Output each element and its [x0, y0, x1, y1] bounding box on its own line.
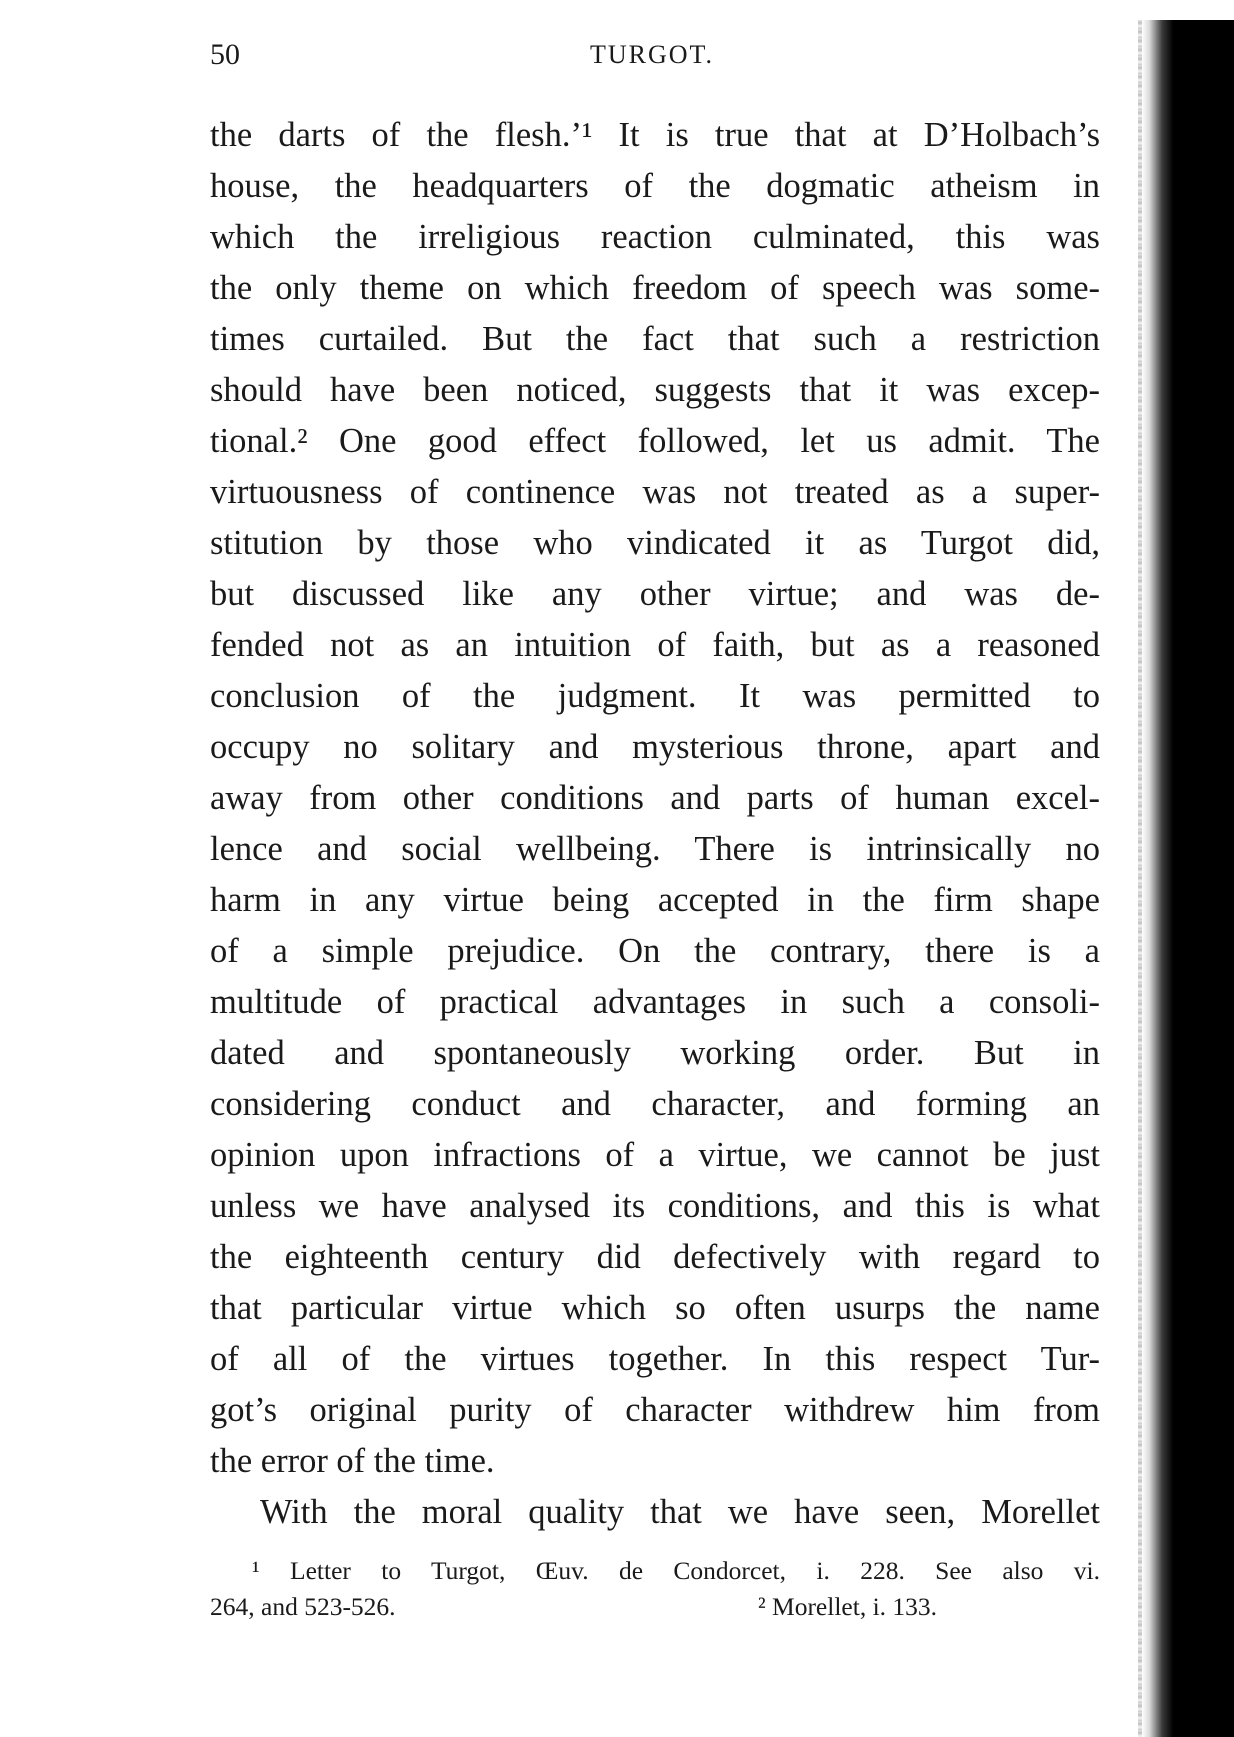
text-line: opinion upon infractions of a virtue, we cannot be just [210, 1136, 1100, 1174]
text-line: away from other conditions and parts of human excel- [210, 779, 1100, 817]
text-line: but discussed like any other virtue; and was de- [210, 575, 1100, 613]
text-line: which the irreligious reaction culminated, this was [210, 218, 1100, 256]
page-number: 50 [210, 38, 240, 71]
text-line: dated and spontaneously working order. But in [210, 1034, 1100, 1072]
text-line: lence and social wellbeing. There is intrinsically no [210, 830, 1100, 868]
text-line: should have been noticed, suggests that it was excep- [210, 371, 1100, 409]
text-line: harm in any virtue being accepted in the firm shape [210, 881, 1100, 919]
text-line: the only theme on which freedom of speech was some- [210, 269, 1100, 307]
body-text [210, 110, 1100, 1538]
text-line: tional.² One good effect followed, let us admit. The [210, 422, 1100, 460]
page-header [210, 38, 1100, 78]
text-line: times curtailed. But the fact that such a restriction [210, 320, 1100, 358]
binding-shadow [1142, 20, 1234, 1737]
footnote-1: ¹ Letter to Turgot, Œuv. de Condorcet, i. 228. See also vi. [252, 1556, 1100, 1585]
text-line: house, the headquarters of the dogmatic atheism in [210, 167, 1100, 205]
footnote-1-continued [210, 1589, 1100, 1625]
text-line: of a simple prejudice. On the contrary, there is a [210, 932, 1100, 970]
text-line: virtuousness of continence was not treated as a super- [210, 473, 1100, 511]
text-line: occupy no solitary and mysterious throne, apart and [210, 728, 1100, 766]
text-line: the eighteenth century did defectively with regard to [210, 1238, 1100, 1276]
text-line: unless we have analysed its conditions, and this is what [210, 1187, 1100, 1225]
text-line: that particular virtue which so often usurps the name [210, 1289, 1100, 1327]
text-line: the error of the time. [210, 1442, 495, 1480]
footnote-1-tail: 264, and 523-526. [210, 1592, 396, 1621]
text-line: fended not as an intuition of faith, but as a reasoned [210, 626, 1100, 664]
text-line: of all of the virtues together. In this respect Tur- [210, 1340, 1100, 1378]
text-line: conclusion of the judgment. It was permitted to [210, 677, 1100, 715]
paragraph-first-line: With the moral quality that we have seen, Morellet [260, 1493, 1100, 1531]
footnotes [210, 1553, 1100, 1625]
text-line: got’s original purity of character withdrew him from [210, 1391, 1100, 1429]
footnote-2: ² Morellet, i. 133. [758, 1592, 938, 1621]
text-line: stitution by those who vindicated it as Turgot did, [210, 524, 1100, 562]
text-line: multitude of practical advantages in such a consoli- [210, 983, 1100, 1021]
running-head: TURGOT. [590, 40, 715, 69]
text-line: considering conduct and character, and forming an [210, 1085, 1100, 1123]
text-line: the darts of the flesh.’¹ It is true that at D’Holbach’s [210, 116, 1100, 154]
